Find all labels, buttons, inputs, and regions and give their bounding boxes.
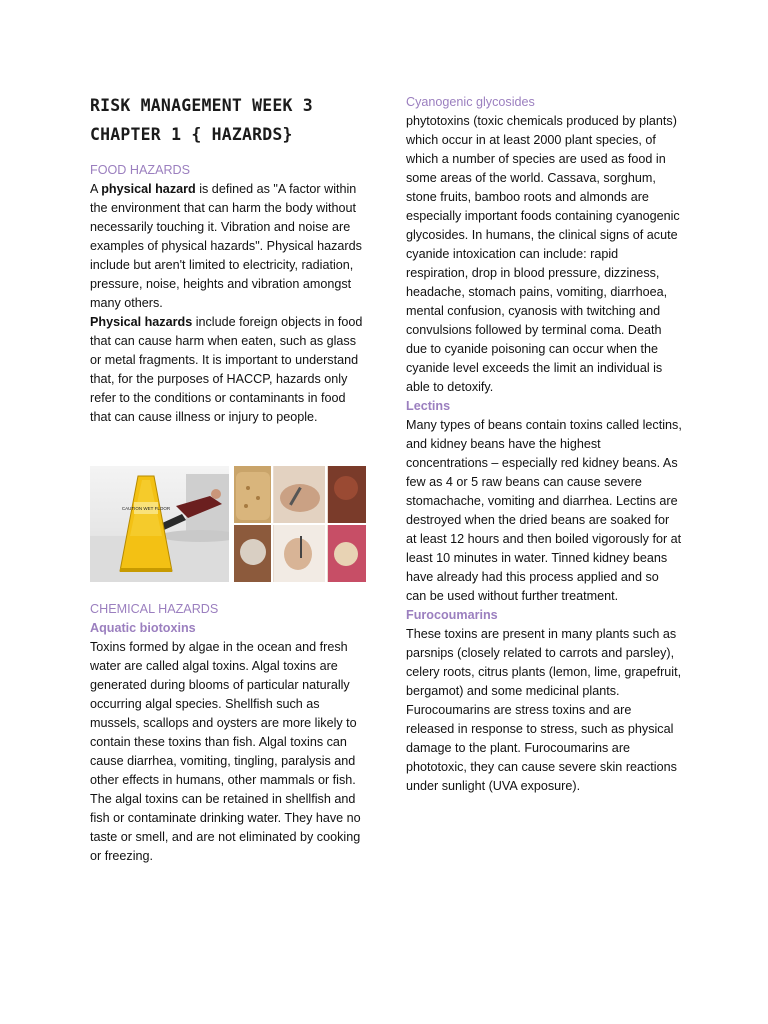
cyanogenic-text: phytotoxins (toxic chemicals produced by plants) which occur in at least 2000 plant species, of which a number of species are used as food in some areas of the world. Cassava, sorghum, stone fruits, bamboo roots and almonds are especially important foods containing cyanogenic glycosides. In humans, the clinical signs of acute cyanide intoxication can include: rapid respiration, drop in blood pressure, dizziness, headache, stomach pains, vomiting, diarrhoea, mental confusion, cyanosis with twitching and convulsions followed by terminal coma. Death due to cyanide poisoning can occur when the cyanide level exceeds the limit an individual is able to detoxify. [406,114,680,394]
wet-floor-illustration [90,466,229,582]
lectins-heading: Lectins [406,399,451,413]
caution-sign-text: CAUTION WET FLOOR [121,506,171,511]
right-column [406,93,682,796]
document-title-line2: CHAPTER 1 { HAZARDS} [90,125,293,144]
physical-hazard-paragraph [90,180,366,313]
cyanogenic-heading: Cyanogenic glycosides [406,95,535,109]
aquatic-biotoxins-heading: Aquatic biotoxins [90,621,196,635]
chemical-hazards-section [90,600,366,866]
physical-hazard-term: physical hazard [101,182,196,196]
p1-text: is defined as "A factor within the environment that can harm the body without necessarily touching it. Vibration and noise are examples of physical hazards". Physical hazards include but aren't limited to electricity, radiation, pressure, noise, heights and vibration amongst many others. [90,182,362,310]
physical-hazards-foreign-paragraph [90,313,366,427]
lectins-text: Many types of beans contain toxins called lectins, and kidney beans have the highest concentrations – especially red kidney beans. As few as 4 or 5 raw beans can cause severe stomachache, vomiting and diarrhea. Lectins are destroyed when the dried beans are soaked for at least 12 hours and then boiled vigorously for at least 10 minutes in water. Tinned kidney beans have already had this process applied and so can be used without further treatment. [406,418,682,603]
furocoumarins-text: These toxins are present in many plants such as parsnips (closely related to carrots and parsley), celery roots, citrus plants (lemon, lime, grapefruit, bergamot) and some medicinal plants. Furocoumarins are stress toxins and are released in response to stress, such as physical damage to the plant. Furocoumarins are phototoxic, they can cause severe skin reactions under sunlight (UVA exposure). [406,627,682,793]
food-hazards-heading: FOOD HAZARDS [90,163,191,177]
physical-hazards-term: Physical hazards [90,315,193,329]
chemical-hazards-heading: CHEMICAL HAZARDS [90,602,219,616]
foreign-objects-collage-image [234,466,366,582]
food-hazards-section [90,161,366,427]
wet-floor-slip-image [90,466,229,582]
p1-lead: A [90,182,102,196]
aquatic-biotoxins-text: Toxins formed by algae in the ocean and fresh water are called algal toxins. Algal toxins are generated during blooms of particular naturally occurring algal species. Shellfish such as mussels, scallops and oysters are more likely to contain these toxins than fish. Algal toxins can cause diarrhea, vomiting, tingling, paralysis and other effects in humans, other mammals or fish. The algal toxins can be retained in shellfish and fish or contaminate drinking water. They have no taste or smell, and are not eliminated by cooking or freezing. [90,640,361,863]
p2-text: include foreign objects in food that can cause harm when eaten, such as glass or metal fragments. It is important to understand that, for the purposes of HACCP, hazards only refer to the conditions or contaminants in food that can cause illness or injury to people. [90,315,363,424]
furocoumarins-heading: Furocoumarins [406,608,498,622]
document-title-line1: RISK MANAGEMENT WEEK 3 [90,96,313,115]
foreign-objects-illustration [234,466,366,582]
